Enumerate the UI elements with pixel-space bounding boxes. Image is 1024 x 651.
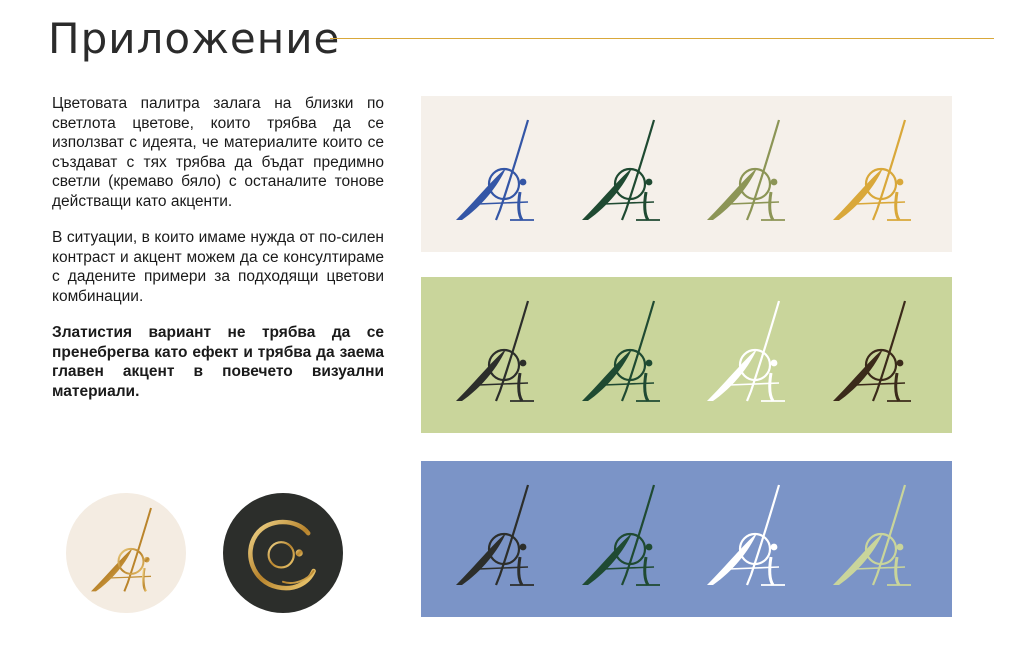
panel-cream <box>421 96 952 252</box>
logo-a-icon <box>699 114 799 234</box>
logo-a-icon <box>825 114 925 234</box>
logo-a-icon <box>448 295 548 415</box>
logo-a-icon <box>574 479 674 599</box>
paragraph-gold: Златистия вариант не трябва да се пренебрегва като ефект и трябва да заема главен акцент в повечето визуални материали. <box>52 324 384 400</box>
logo-a-icon <box>699 295 799 415</box>
badge-gold-monogram <box>223 493 343 613</box>
logo-a-icon <box>825 295 925 415</box>
logo-a-icon <box>84 503 168 603</box>
page-title: Приложение <box>48 14 341 63</box>
panel-green <box>421 277 952 433</box>
logo-a-icon <box>699 479 799 599</box>
logo-a-icon <box>574 295 674 415</box>
badge-gold-logo <box>66 493 186 613</box>
title-divider <box>330 38 994 39</box>
logo-a-icon <box>448 479 548 599</box>
logo-a-icon <box>448 114 548 234</box>
logo-a-icon <box>825 479 925 599</box>
panel-blue <box>421 461 952 617</box>
monogram-c-icon <box>238 508 328 598</box>
paragraph-palette: Цветовата палитра залага на близки по светлота цветове, които трябва да се използват с идеята, че материалите които се създават с тях трябва да бъдат предимно светли (кремаво бяло) с останалите тонове действащи като акценти. <box>52 95 384 210</box>
paragraph-contrast: В ситуации, в които имаме нужда от по-силен контраст и акцент можем да се консултираме с дадените примери за подходящи цветови комбинации. <box>52 229 384 305</box>
logo-a-icon <box>574 114 674 234</box>
text-column <box>52 94 384 418</box>
